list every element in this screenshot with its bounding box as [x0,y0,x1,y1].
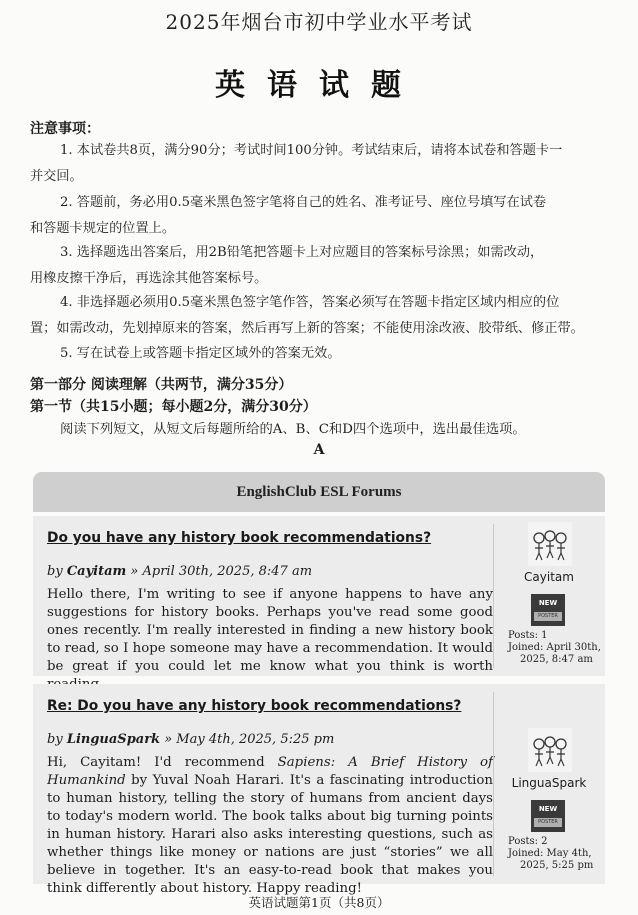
note-5 [30,341,606,367]
note-5-line1: 5. 写在试卷上或答题卡指定区域外的答案无效。 [60,346,341,361]
post-body-post: by Yuval Noah Harari. It's a fascinating introduction to human history, telling the story of humans from ancient days to today's modern world. The book talks about big turning points in human history. Harari also asks interesting questions, such as whether things like money or nations are just “stories” we all believe in together. It's an easy-to-read book that makes you think differently about history. Happy reading! [47,773,493,896]
badge-top-text: NEW [538,599,558,607]
post-body [47,754,493,898]
post-author[interactable]: Cayitam [66,564,127,579]
instruction: 阅读下列短文，从短文后每题所给的A、B、C和D四个选项中，选出最佳选项。 [60,422,526,437]
note-2-line2: 和答题卡规定的位置上。 [30,221,176,236]
new-poster-badge [531,800,565,832]
note-2 [30,190,606,242]
post-meta [47,732,334,747]
note-3-line2: 用橡皮擦干净后，再选涂其他答案标号。 [30,271,268,286]
post-userinfo [494,722,605,884]
joined-line1: Joined: April 30th, [508,642,601,653]
joined-line1: Joined: May 4th, [508,848,592,859]
section-heading: 第一节（共15小题；每小题2分，满分30分） [30,399,317,415]
post-username[interactable]: Cayitam [524,570,574,584]
note-4-line2: 置；如需改动，先划掉原来的答案，然后再写上新的答案；不能使用涂改液、胶带纸、修正带。 [30,321,584,336]
posts-count: Posts: 2 [508,836,548,847]
post-meta [47,564,312,579]
exam-title: 2025年烟台市初中学业水平考试 [165,10,473,34]
post-body: Hello there, I'm writing to see if anyone happens to have any suggestions for history books. Perhaps you've read some good ones recently. I'm really interested in finding a new history book to read, so I hope someone may have a recommendation. It would be great if you could let me know what you think is worth [47,587,493,674]
note-3 [30,240,606,292]
post-title[interactable]: Do you have any history book recommendations? [47,530,432,546]
post-main [47,516,493,676]
note-4 [30,290,606,342]
post-by: by [47,732,63,747]
forum-post [33,684,605,896]
note-2-line1: 2. 答题前，务必用0.5毫米黑色签字笔将自己的姓名、准考证号、座位号填写在试卷 [60,195,547,210]
avatar-icon[interactable] [528,728,572,772]
note-3-line1: 3. 选择题选出答案后，用2B铅笔把答题卡上对应题目的答案标号涂黑；如需改动， [60,245,544,260]
forum-header: EnglishClub ESL Forums [33,472,605,512]
note-1 [30,138,606,190]
post-date: » May 4th, 2025, 5:25 pm [164,732,335,747]
note-1-line1: 1. 本试卷共8页，满分90分；考试时间100分钟。考试结束后，请将本试卷和答题卡一 [60,143,563,158]
posts-count: Posts: 1 [508,630,548,641]
passage-letter: A [313,442,325,458]
badge-bottom-text: POSTER [534,818,562,827]
post-username[interactable]: LinguaSpark [511,776,587,790]
post-by: by [47,564,63,579]
badge-bottom-text: POSTER [534,612,562,621]
post-userinfo [494,516,605,676]
post-body-pre: Hi, Cayitam! I'd recommend [47,755,278,770]
note-4-line1: 4. 非选择题必须用0.5毫米黑色签字笔作答，答案必须写在答题卡指定区域内相应的位 [60,295,560,310]
part-heading: 第一部分 阅读理解（共两节，满分35分） [30,377,293,393]
avatar-icon[interactable] [528,522,572,566]
post-title[interactable]: Re: Do you have any history book recommendations? [47,698,462,714]
page-footer: 英语试题第1页（共8页） [248,895,390,910]
user-stats [508,836,593,872]
book-title: Sapiens: A Brief History of Humankind [47,755,493,788]
joined-line2: 2025, 8:47 am [520,654,593,665]
joined-line2: 2025, 5:25 pm [520,860,594,871]
post-author[interactable]: LinguaSpark [66,732,161,747]
badge-top-text: NEW [538,805,558,813]
new-poster-badge [531,594,565,626]
subject-title: 英语试题 [215,68,423,103]
user-stats [508,630,601,666]
post-date: » April 30th, 2025, 8:47 am [130,564,313,579]
notes-heading: 注意事项： [30,121,100,137]
note-1-line2: 并交回。 [30,169,83,184]
forum-post [33,516,605,676]
post-main [47,684,493,896]
